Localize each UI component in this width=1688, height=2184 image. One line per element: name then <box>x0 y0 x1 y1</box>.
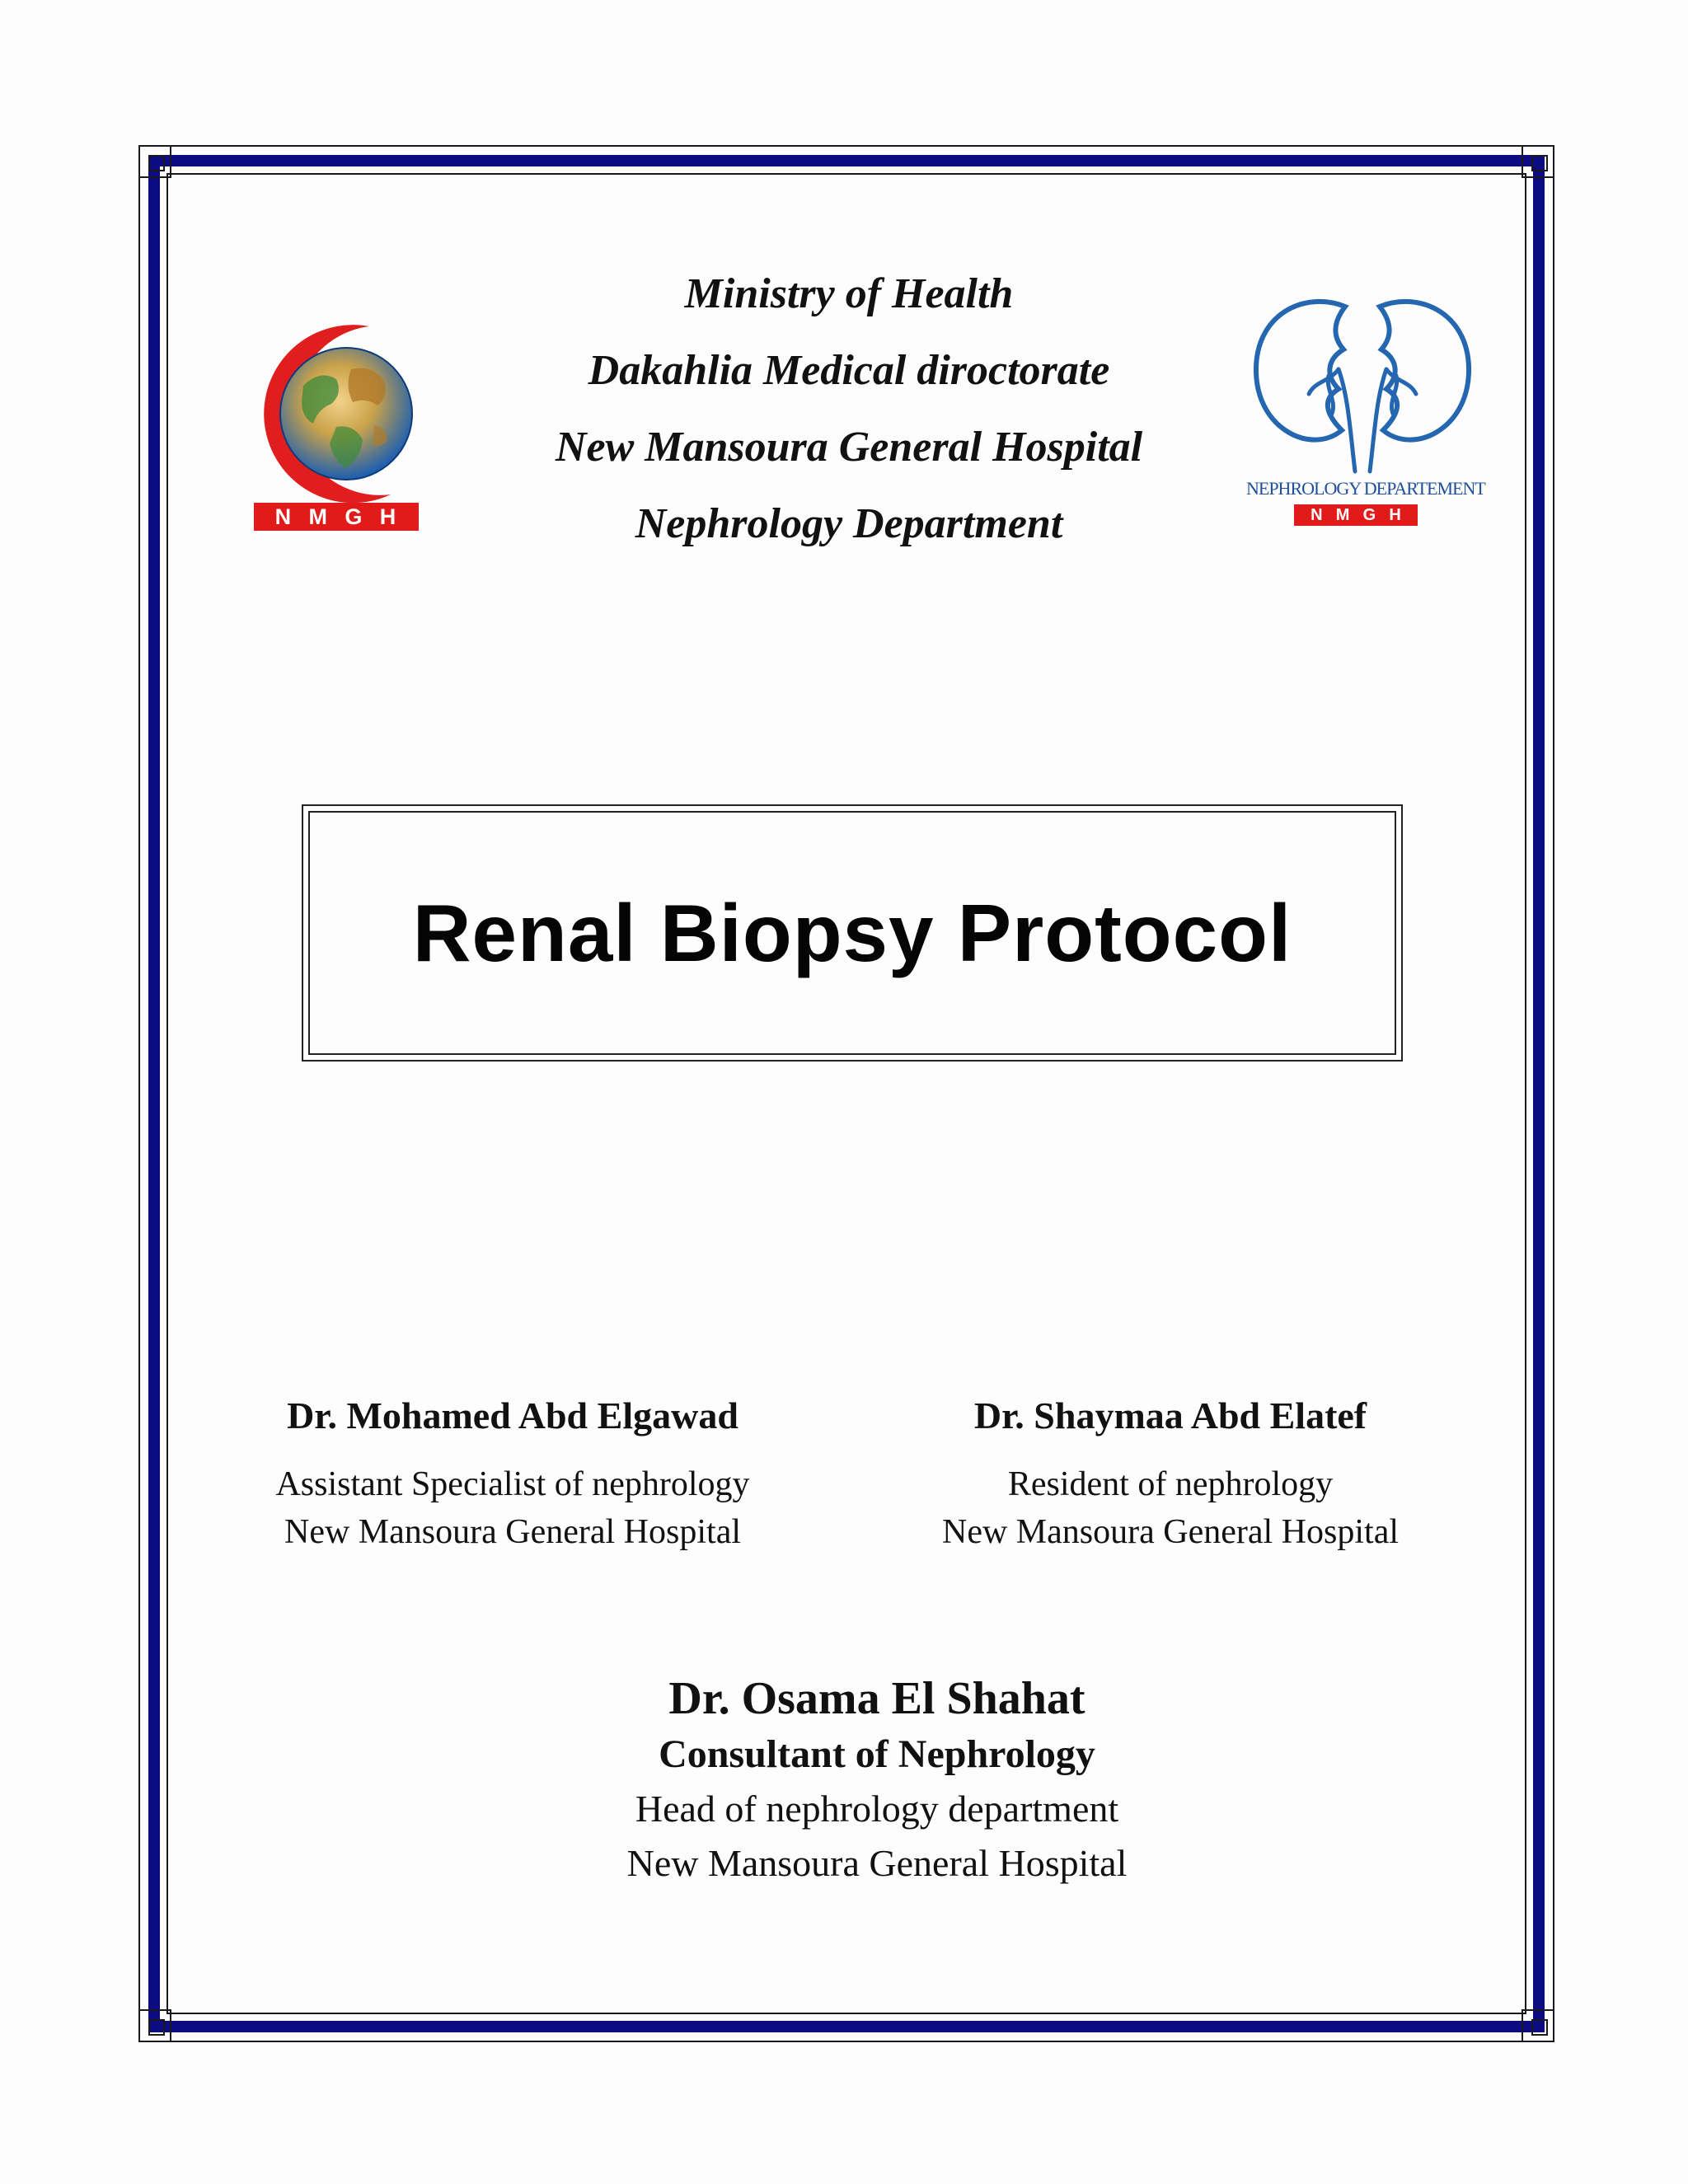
author-hospital: New Mansoura General Hospital <box>284 1513 741 1551</box>
author-role: Assistant Specialist of nephrology <box>275 1465 750 1503</box>
institution-header <box>462 255 1236 562</box>
kidneys-icon <box>1246 290 1479 476</box>
badge-letter: G <box>345 504 364 529</box>
badge-letter: N <box>274 504 293 529</box>
header-directorate: Dakahlia Medical diroctorate <box>588 347 1110 394</box>
badge-letter: M <box>308 504 330 529</box>
author-block <box>874 1390 1467 1556</box>
author-role: Resident of nephrology <box>1007 1465 1334 1503</box>
globe-crescent-icon <box>246 312 430 509</box>
badge-letter: H <box>1389 505 1401 524</box>
title-box-inner <box>308 811 1396 1055</box>
author-block <box>216 1390 809 1556</box>
nmgh-badge <box>254 503 419 531</box>
border-corner-ornament <box>1522 145 1554 178</box>
header-hospital: New Mansoura General Hospital <box>555 424 1143 471</box>
nmgh-badge <box>1294 504 1418 526</box>
head-role: Head of nephrology department <box>635 1788 1119 1830</box>
hospital-logo <box>246 312 430 532</box>
border-corner-ornament <box>138 2009 171 2042</box>
header-ministry: Ministry of Health <box>684 270 1014 317</box>
badge-letter: N <box>1311 505 1323 524</box>
author-hospital: New Mansoura General Hospital <box>942 1513 1399 1551</box>
head-hospital: New Mansoura General Hospital <box>626 1842 1128 1884</box>
department-logo-caption: NEPHROLOGY DEPARTEMENT <box>1246 478 1485 499</box>
badge-letter: M <box>1335 505 1350 524</box>
header-department: Nephrology Department <box>635 500 1063 547</box>
title-box <box>302 804 1403 1062</box>
head-name: Dr. Osama El Shahat <box>668 1673 1085 1724</box>
head-title: Consultant of Nephrology <box>659 1732 1095 1776</box>
border-corner-ornament <box>138 145 171 178</box>
badge-letter: G <box>1362 505 1376 524</box>
author-name: Dr. Mohamed Abd Elgawad <box>287 1394 738 1436</box>
document-title: Renal Biopsy Protocol <box>412 887 1292 978</box>
author-name: Dr. Shaymaa Abd Elatef <box>973 1394 1367 1436</box>
department-head-block <box>514 1670 1240 1891</box>
border-corner-ornament <box>1522 2009 1554 2042</box>
department-logo <box>1246 290 1485 537</box>
badge-letter: H <box>379 504 398 529</box>
